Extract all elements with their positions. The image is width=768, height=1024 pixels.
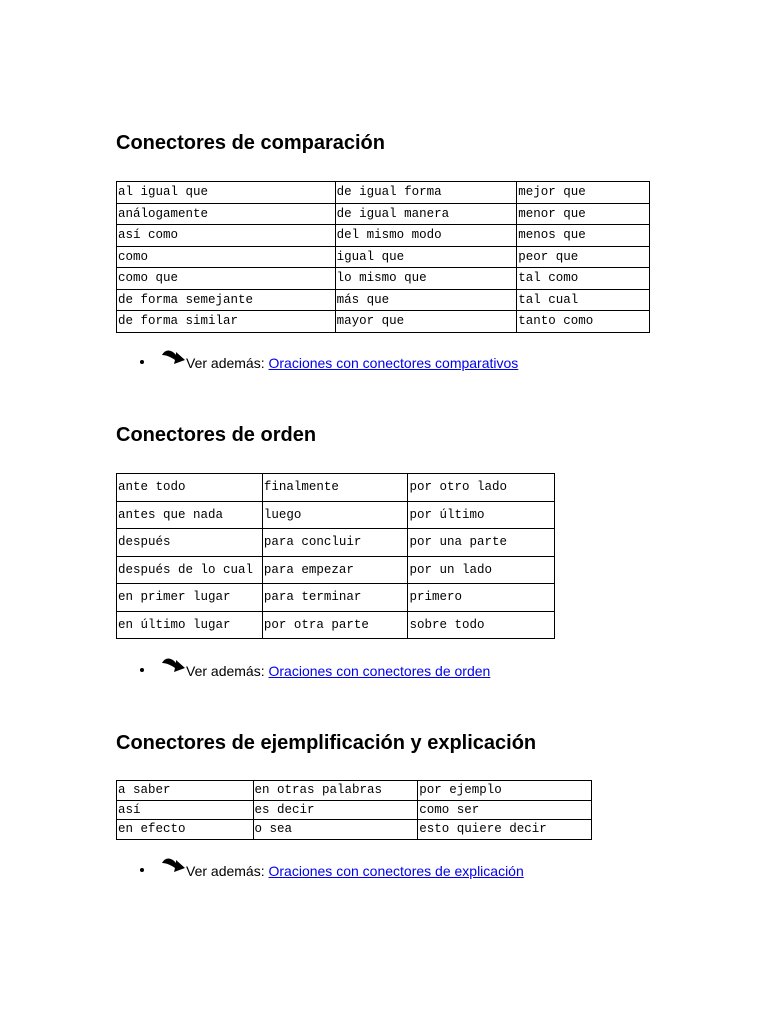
- table-cell: así: [117, 800, 254, 820]
- table-row: [117, 225, 650, 247]
- table-cell: lo mismo que: [335, 268, 517, 290]
- table-row: [117, 800, 592, 820]
- table-row: [117, 289, 650, 311]
- table-row: [117, 820, 592, 840]
- table-row: [117, 474, 555, 502]
- table-cell: como: [117, 246, 336, 268]
- table-cell: en efecto: [117, 820, 254, 840]
- table-row: [117, 246, 650, 268]
- table-cell: más que: [335, 289, 517, 311]
- see-also-link[interactable]: Oraciones con conectores de explicación: [268, 863, 524, 879]
- table-cell: por ejemplo: [418, 781, 592, 801]
- table-cell: o sea: [253, 820, 418, 840]
- table-cell: menos que: [517, 225, 650, 247]
- table-row: [117, 501, 555, 529]
- table-cell: por una parte: [408, 529, 555, 557]
- table-row: [117, 268, 650, 290]
- table-cell: de forma similar: [117, 311, 336, 333]
- see-also-label: Ver además:: [186, 663, 269, 679]
- table-cell: ante todo: [117, 474, 263, 502]
- curved-arrow-icon: [160, 654, 188, 676]
- table-cell: en primer lugar: [117, 584, 263, 612]
- curved-arrow-icon: [160, 854, 188, 876]
- bullet-icon: [140, 360, 144, 364]
- table-cell: luego: [262, 501, 408, 529]
- table-cell: de igual manera: [335, 203, 517, 225]
- see-also-label: Ver además:: [186, 355, 269, 371]
- table-cell: en último lugar: [117, 611, 263, 639]
- table-cell: como que: [117, 268, 336, 290]
- table-cell: tal cual: [517, 289, 650, 311]
- connectors-table: [116, 181, 650, 333]
- table-cell: a saber: [117, 781, 254, 801]
- table-row: [117, 182, 650, 204]
- section-title: Conectores de comparación: [116, 132, 385, 154]
- table-row: [117, 311, 650, 333]
- section-title: Conectores de ejemplificación y explicación: [116, 732, 537, 754]
- table-cell: como ser: [418, 800, 592, 820]
- bullet-icon: [140, 668, 144, 672]
- section-comparacion: [116, 131, 594, 371]
- table-row: [117, 556, 555, 584]
- table-cell: después: [117, 529, 263, 557]
- table-row: [117, 584, 555, 612]
- table-cell: por otro lado: [408, 474, 555, 502]
- table-row: [117, 529, 555, 557]
- table-cell: menor que: [517, 203, 650, 225]
- table-cell: de forma semejante: [117, 289, 336, 311]
- see-also-label: Ver además:: [186, 863, 269, 879]
- table-cell: para concluir: [262, 529, 408, 557]
- table-cell: tal como: [517, 268, 650, 290]
- bullet-icon: [140, 868, 144, 872]
- table-row: [117, 611, 555, 639]
- table-cell: es decir: [253, 800, 418, 820]
- connectors-table: [116, 473, 555, 639]
- table-cell: primero: [408, 584, 555, 612]
- table-cell: esto quiere decir: [418, 820, 592, 840]
- table-cell: por otra parte: [262, 611, 408, 639]
- table-cell: de igual forma: [335, 182, 517, 204]
- table-cell: para empezar: [262, 556, 408, 584]
- section-ejemplificacion: [116, 731, 547, 879]
- table-cell: después de lo cual: [117, 556, 263, 584]
- see-also-link[interactable]: Oraciones con conectores comparativos: [268, 355, 519, 371]
- table-cell: al igual que: [117, 182, 336, 204]
- table-cell: análogamente: [117, 203, 336, 225]
- curved-arrow-icon: [160, 346, 188, 368]
- table-row: [117, 203, 650, 225]
- table-cell: mejor que: [517, 182, 650, 204]
- table-cell: igual que: [335, 246, 517, 268]
- table-cell: para terminar: [262, 584, 408, 612]
- table-cell: mayor que: [335, 311, 517, 333]
- table-cell: sobre todo: [408, 611, 555, 639]
- connectors-table: [116, 780, 592, 840]
- table-cell: así como: [117, 225, 336, 247]
- table-cell: peor que: [517, 246, 650, 268]
- table-cell: en otras palabras: [253, 781, 418, 801]
- table-cell: por último: [408, 501, 555, 529]
- table-row: [117, 781, 592, 801]
- table-cell: del mismo modo: [335, 225, 517, 247]
- section-title: Conectores de orden: [116, 424, 317, 446]
- see-also-link[interactable]: Oraciones con conectores de orden: [268, 663, 491, 679]
- section-orden: [116, 423, 507, 679]
- table-cell: antes que nada: [117, 501, 263, 529]
- table-cell: por un lado: [408, 556, 555, 584]
- table-cell: tanto como: [517, 311, 650, 333]
- table-cell: finalmente: [262, 474, 408, 502]
